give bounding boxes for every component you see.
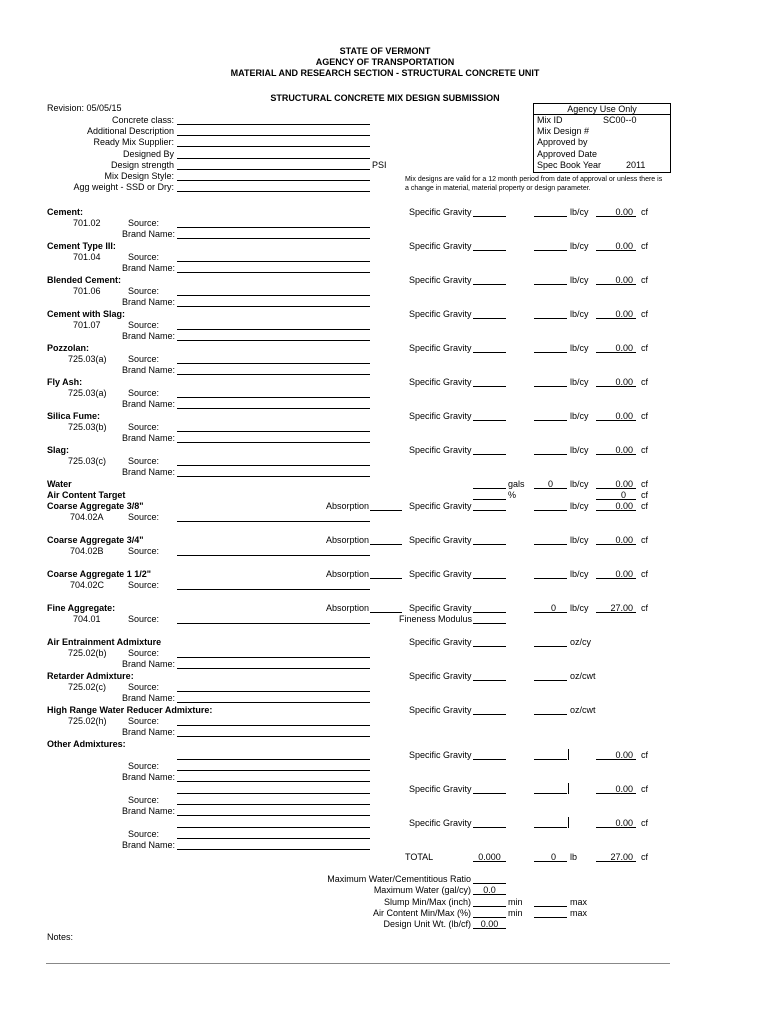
source-field[interactable] (177, 555, 370, 556)
volume-value: 0.00 (615, 309, 633, 319)
material-name: Cement Type III: (47, 241, 116, 251)
aggregate-code: 704.02A (70, 512, 104, 522)
air-volume-value: 0 (620, 490, 626, 500)
air-max-field[interactable] (534, 917, 567, 918)
material-name: Blended Cement: (47, 275, 122, 285)
specific-gravity-field[interactable] (473, 420, 506, 421)
source-field[interactable] (177, 521, 370, 522)
aggregate-name: Fine Aggregate: (47, 603, 116, 613)
lbcy-unit: lb/cy (570, 309, 589, 319)
psi-unit: PSI (372, 160, 387, 170)
material-code: 701.06 (73, 286, 101, 296)
brand-name-field[interactable] (177, 736, 370, 737)
source-label: Source: (128, 829, 160, 839)
lbcy-unit: lb/cy (570, 501, 589, 511)
unit-divider (568, 749, 569, 760)
ready-mix-supplier-label: Ready Mix Supplier: (93, 137, 174, 147)
volume-value: 0.00 (615, 818, 633, 828)
weight-field[interactable] (534, 318, 567, 319)
cf-unit: cf (641, 445, 649, 455)
revision-label: Revision: 05/05/15 (47, 103, 122, 113)
unit-divider (568, 817, 569, 828)
specific-gravity-field[interactable] (473, 680, 506, 681)
brand-name-label: Brand Name: (122, 297, 176, 307)
volume-value: 0.00 (615, 275, 633, 285)
brand-name-label: Brand Name: (122, 693, 176, 703)
spec-book-year-label: Spec Book Year (537, 160, 602, 170)
source-field[interactable] (177, 261, 370, 262)
brand-name-label: Brand Name: (122, 727, 176, 737)
source-label: Source: (128, 648, 160, 658)
max-water-value: 0.0 (483, 885, 496, 895)
absorption-field[interactable] (370, 544, 402, 545)
mix-id-value[interactable]: SC00--0 (603, 115, 637, 125)
source-label: Source: (128, 388, 160, 398)
max-label: max (570, 908, 588, 918)
specific-gravity-field[interactable] (473, 827, 506, 828)
dosage-field[interactable] (534, 680, 567, 681)
specific-gravity-field[interactable] (473, 793, 506, 794)
lbcy-unit: lb/cy (570, 207, 589, 217)
specific-gravity-label: Specific Gravity (409, 275, 472, 285)
volume-value: 27.00 (610, 603, 633, 613)
air-content-label: Air Content Target (47, 490, 126, 500)
brand-name-label: Brand Name: (122, 659, 176, 669)
air-content-field[interactable] (473, 499, 506, 500)
spec-book-year-value: 2011 (626, 160, 646, 170)
material-code: 701.02 (73, 218, 101, 228)
weight-field[interactable] (534, 250, 567, 251)
cf-unit: cf (641, 275, 649, 285)
source-field[interactable] (177, 691, 370, 692)
agency-box-title: Agency Use Only (567, 104, 637, 114)
absorption-label: Absorption (326, 535, 370, 545)
brand-name-field[interactable] (177, 476, 370, 477)
brand-name-label: Brand Name: (122, 399, 176, 409)
specific-gravity-label: Specific Gravity (409, 569, 472, 579)
cf-unit: cf (641, 501, 649, 511)
specific-gravity-field[interactable] (473, 714, 506, 715)
source-label: Source: (128, 286, 160, 296)
gals-unit: gals (508, 479, 525, 489)
admixture-code: 725.02(c) (68, 682, 107, 692)
specific-gravity-field[interactable] (473, 646, 506, 647)
notes-line[interactable] (46, 963, 670, 964)
lbcy-unit: lb/cy (570, 241, 589, 251)
volume-value: 0.00 (615, 784, 633, 794)
slump-label: Slump Min/Max (inch) (383, 897, 471, 907)
source-label: Source: (128, 456, 160, 466)
brand-name-field[interactable] (177, 408, 370, 409)
specific-gravity-label: Specific Gravity (409, 445, 472, 455)
source-label: Source: (128, 320, 160, 330)
mix-design-style-field[interactable] (177, 180, 370, 181)
source-field[interactable] (177, 623, 370, 624)
lbcy-unit: lb/cy (570, 479, 589, 489)
other-admixture-name-field[interactable] (177, 793, 370, 794)
specific-gravity-field[interactable] (473, 216, 506, 217)
weight-field[interactable] (534, 420, 567, 421)
cf-unit: cf (641, 411, 649, 421)
slump-min-field[interactable] (473, 906, 506, 907)
specific-gravity-label: Specific Gravity (409, 411, 472, 421)
specific-gravity-field[interactable] (473, 352, 506, 353)
source-label: Source: (128, 354, 160, 364)
source-field[interactable] (177, 227, 370, 228)
source-field[interactable] (177, 657, 370, 658)
admixture-name: High Range Water Reducer Admixture: (47, 705, 213, 715)
source-label: Source: (128, 252, 160, 262)
cf-unit: cf (641, 603, 649, 613)
lbcy-unit: lb/cy (570, 535, 589, 545)
source-label: Source: (128, 218, 160, 228)
max-wc-ratio-field[interactable] (473, 883, 506, 884)
water-gals-field[interactable] (473, 488, 506, 489)
notes-label: Notes: (47, 932, 74, 942)
max-label: max (570, 897, 588, 907)
admixture-code: 725.02(b) (68, 648, 107, 658)
source-label: Source: (128, 716, 160, 726)
cf-unit: cf (641, 535, 649, 545)
material-code: 725.03(b) (68, 422, 107, 432)
admixture-name: Retarder Admixture: (47, 671, 134, 681)
material-code: 701.04 (73, 252, 101, 262)
material-code: 725.03(a) (68, 354, 107, 364)
volume-value: 0.00 (615, 207, 633, 217)
volume-value: 0.00 (615, 501, 633, 511)
total-sg-value: 0.000 (478, 852, 501, 862)
absorption-field[interactable] (370, 510, 402, 511)
specific-gravity-field[interactable] (473, 578, 506, 579)
specific-gravity-label: Specific Gravity (409, 501, 472, 511)
source-label: Source: (128, 614, 160, 624)
specific-gravity-label: Specific Gravity (409, 377, 472, 387)
cf-unit: cf (641, 309, 649, 319)
material-name: Pozzolan: (47, 343, 89, 353)
volume-value: 0.00 (615, 343, 633, 353)
cf-unit: cf (641, 241, 649, 251)
source-field[interactable] (177, 465, 370, 466)
volume-value: 0.00 (615, 377, 633, 387)
admixture-code: 725.02(h) (68, 716, 107, 726)
brand-name-label: Brand Name: (122, 331, 176, 341)
absorption-label: Absorption (326, 603, 370, 613)
weight-value: 0 (550, 603, 556, 613)
specific-gravity-field[interactable] (473, 250, 506, 251)
weight-field[interactable] (534, 454, 567, 455)
slump-max-field[interactable] (534, 906, 567, 907)
lbcy-unit: lb/cy (570, 411, 589, 421)
specific-gravity-label: Specific Gravity (409, 309, 472, 319)
lbcy-unit: lb/cy (570, 603, 589, 613)
fineness-modulus-label: Fineness Modulus (399, 614, 473, 624)
weight-field[interactable] (534, 284, 567, 285)
brand-name-label: Brand Name: (122, 229, 176, 239)
dosage-field[interactable] (534, 759, 567, 760)
fineness-modulus-field[interactable] (473, 623, 506, 624)
cf-unit: cf (641, 784, 649, 794)
volume-value: 0.00 (615, 445, 633, 455)
cf-unit: cf (641, 207, 649, 217)
cf-unit: cf (641, 490, 649, 500)
dosage-unit: oz/cwt (570, 705, 596, 715)
dosage-field[interactable] (534, 714, 567, 715)
dosage-unit: oz/cwt (570, 671, 596, 681)
material-code: 701.07 (73, 320, 101, 330)
concrete-class-field[interactable] (177, 124, 370, 125)
source-field[interactable] (177, 295, 370, 296)
percent-unit: % (508, 490, 517, 500)
source-label: Source: (128, 546, 160, 556)
volume-value: 0.00 (615, 750, 633, 760)
volume-value: 0.00 (615, 569, 633, 579)
weight-field[interactable] (534, 386, 567, 387)
agg-weight-label: Agg weight - SSD or Dry: (73, 182, 174, 192)
cf-unit: cf (641, 479, 649, 489)
specific-gravity-field[interactable] (473, 759, 506, 760)
brand-name-field[interactable] (177, 849, 370, 850)
material-name: Slag: (47, 445, 70, 455)
source-field[interactable] (177, 431, 370, 432)
air-min-field[interactable] (473, 917, 506, 918)
total-volume-value: 27.00 (610, 852, 633, 862)
min-label: min (508, 908, 523, 918)
specific-gravity-label: Specific Gravity (409, 784, 472, 794)
dosage-field[interactable] (534, 827, 567, 828)
material-name: Fly Ash: (47, 377, 83, 387)
cf-unit: cf (641, 750, 649, 760)
brand-name-field[interactable] (177, 374, 370, 375)
specific-gravity-label: Specific Gravity (409, 535, 472, 545)
material-code: 725.03(a) (68, 388, 107, 398)
designed-by-field[interactable] (177, 158, 370, 159)
source-label: Source: (128, 580, 160, 590)
volume-value: 0.00 (615, 411, 633, 421)
brand-name-field[interactable] (177, 702, 370, 703)
ready-mix-supplier-field[interactable] (177, 146, 370, 147)
additional-description-field[interactable] (177, 135, 370, 136)
brand-name-field[interactable] (177, 442, 370, 443)
lbcy-unit: lb/cy (570, 445, 589, 455)
source-field[interactable] (177, 363, 370, 364)
other-admixture-name-field[interactable] (177, 827, 370, 828)
air-content-range-label: Air Content Min/Max (%) (372, 908, 471, 918)
source-field[interactable] (177, 838, 370, 839)
header-state: STATE OF VERMONT (339, 46, 431, 56)
header-section: MATERIAL AND RESEARCH SECTION - STRUCTURAL CONCRETE UNIT (230, 68, 540, 78)
lbcy-unit: lb/cy (570, 343, 589, 353)
aggregate-code: 704.01 (73, 614, 101, 624)
weight-field[interactable] (534, 544, 567, 545)
cf-unit: cf (641, 569, 649, 579)
total-label: TOTAL (405, 852, 434, 862)
brand-name-label: Brand Name: (122, 840, 176, 850)
brand-name-label: Brand Name: (122, 806, 176, 816)
concrete-class-label: Concrete class: (111, 115, 174, 125)
unit-weight-value: 0.00 (480, 919, 499, 929)
aggregate-name: Coarse Aggregate 3/4" (47, 535, 144, 545)
source-label: Source: (128, 761, 160, 771)
aggregate-code: 704.02C (70, 580, 105, 590)
mix-design-number-label: Mix Design # (537, 126, 590, 136)
lbcy-unit: lb/cy (570, 569, 589, 579)
dosage-field[interactable] (534, 646, 567, 647)
total-weight-value: 0 (550, 852, 556, 862)
brand-name-field[interactable] (177, 306, 370, 307)
brand-name-label: Brand Name: (122, 772, 176, 782)
admixture-name: Air Entrainment Admixture (47, 637, 162, 647)
cf-unit: cf (641, 852, 649, 862)
specific-gravity-label: Specific Gravity (409, 637, 472, 647)
specific-gravity-field[interactable] (473, 284, 506, 285)
cf-unit: cf (641, 818, 649, 828)
material-name: Cement with Slag: (47, 309, 126, 319)
other-admixture-name-field[interactable] (177, 759, 370, 760)
form-title: STRUCTURAL CONCRETE MIX DESIGN SUBMISSION (270, 93, 500, 103)
weight-field[interactable] (534, 352, 567, 353)
design-strength-label: Design strength (110, 160, 174, 170)
validity-note-line2: a change in material, material property or design parameter. (405, 185, 591, 192)
source-field[interactable] (177, 329, 370, 330)
other-admixtures-label: Other Admixtures: (47, 739, 126, 749)
absorption-field[interactable] (370, 578, 402, 579)
cf-unit: cf (641, 377, 649, 387)
specific-gravity-label: Specific Gravity (409, 705, 472, 715)
approved-date-label: Approved Date (537, 149, 598, 159)
mix-id-label: Mix ID (537, 115, 563, 125)
weight-field[interactable] (534, 510, 567, 511)
specific-gravity-label: Specific Gravity (409, 671, 472, 681)
source-field[interactable] (177, 397, 370, 398)
source-label: Source: (128, 512, 160, 522)
water-weight-value: 0 (547, 479, 553, 489)
specific-gravity-label: Specific Gravity (409, 750, 472, 760)
header-agency: AGENCY OF TRANSPORTATION (315, 57, 455, 67)
max-water-label: Maximum Water (gal/cy) (373, 885, 471, 895)
lb-unit: lb (570, 852, 578, 862)
brand-name-field[interactable] (177, 781, 370, 782)
source-field[interactable] (177, 725, 370, 726)
specific-gravity-field[interactable] (473, 386, 506, 387)
lbcy-unit: lb/cy (570, 275, 589, 285)
specific-gravity-field[interactable] (473, 510, 506, 511)
min-label: min (508, 897, 523, 907)
brand-name-field[interactable] (177, 238, 370, 239)
validity-note-line1: Mix designs are valid for a 12 month period from date of approval or unless there is (405, 176, 663, 183)
water-volume-value: 0.00 (615, 479, 633, 489)
water-label: Water (47, 479, 72, 489)
source-label: Source: (128, 422, 160, 432)
brand-name-field[interactable] (177, 668, 370, 669)
weight-field[interactable] (534, 578, 567, 579)
brand-name-label: Brand Name: (122, 467, 176, 477)
source-field[interactable] (177, 804, 370, 805)
specific-gravity-field[interactable] (473, 454, 506, 455)
specific-gravity-label: Specific Gravity (409, 343, 472, 353)
max-wc-ratio-label: Maximum Water/Cementitious Ratio (327, 874, 471, 884)
volume-value: 0.00 (615, 241, 633, 251)
brand-name-label: Brand Name: (122, 263, 176, 273)
source-label: Source: (128, 682, 160, 692)
absorption-label: Absorption (326, 501, 370, 511)
material-code: 725.03(c) (68, 456, 107, 466)
agg-weight-field[interactable] (177, 191, 370, 192)
specific-gravity-label: Specific Gravity (409, 818, 472, 828)
approved-by-label: Approved by (537, 137, 588, 147)
volume-value: 0.00 (615, 535, 633, 545)
specific-gravity-field[interactable] (473, 544, 506, 545)
source-field[interactable] (177, 589, 370, 590)
specific-gravity-field[interactable] (473, 318, 506, 319)
specific-gravity-label: Specific Gravity (409, 241, 472, 251)
specific-gravity-label: Specific Gravity (409, 603, 472, 613)
specific-gravity-field[interactable] (473, 612, 506, 613)
source-field[interactable] (177, 770, 370, 771)
brand-name-field[interactable] (177, 272, 370, 273)
aggregate-name: Coarse Aggregate 3/8" (47, 501, 144, 511)
mix-design-style-label: Mix Design Style: (104, 171, 174, 181)
absorption-field[interactable] (370, 612, 402, 613)
source-label: Source: (128, 795, 160, 805)
aggregate-code: 704.02B (70, 546, 104, 556)
designed-by-label: Designed By (122, 149, 174, 159)
unit-weight-label: Design Unit Wt. (lb/cf) (383, 919, 471, 929)
specific-gravity-label: Specific Gravity (409, 207, 472, 217)
lbcy-unit: lb/cy (570, 377, 589, 387)
brand-name-field[interactable] (177, 340, 370, 341)
material-name: Cement: (47, 207, 84, 217)
absorption-label: Absorption (326, 569, 370, 579)
brand-name-label: Brand Name: (122, 365, 176, 375)
cf-unit: cf (641, 343, 649, 353)
unit-divider (568, 783, 569, 794)
design-strength-field[interactable] (177, 169, 370, 170)
dosage-field[interactable] (534, 793, 567, 794)
brand-name-field[interactable] (177, 815, 370, 816)
brand-name-label: Brand Name: (122, 433, 176, 443)
dosage-unit: oz/cy (570, 637, 592, 647)
additional-description-label: Additional Description (86, 126, 174, 136)
weight-field[interactable] (534, 216, 567, 217)
aggregate-name: Coarse Aggregate 1 1/2" (47, 569, 151, 579)
material-name: Silica Fume: (47, 411, 101, 421)
